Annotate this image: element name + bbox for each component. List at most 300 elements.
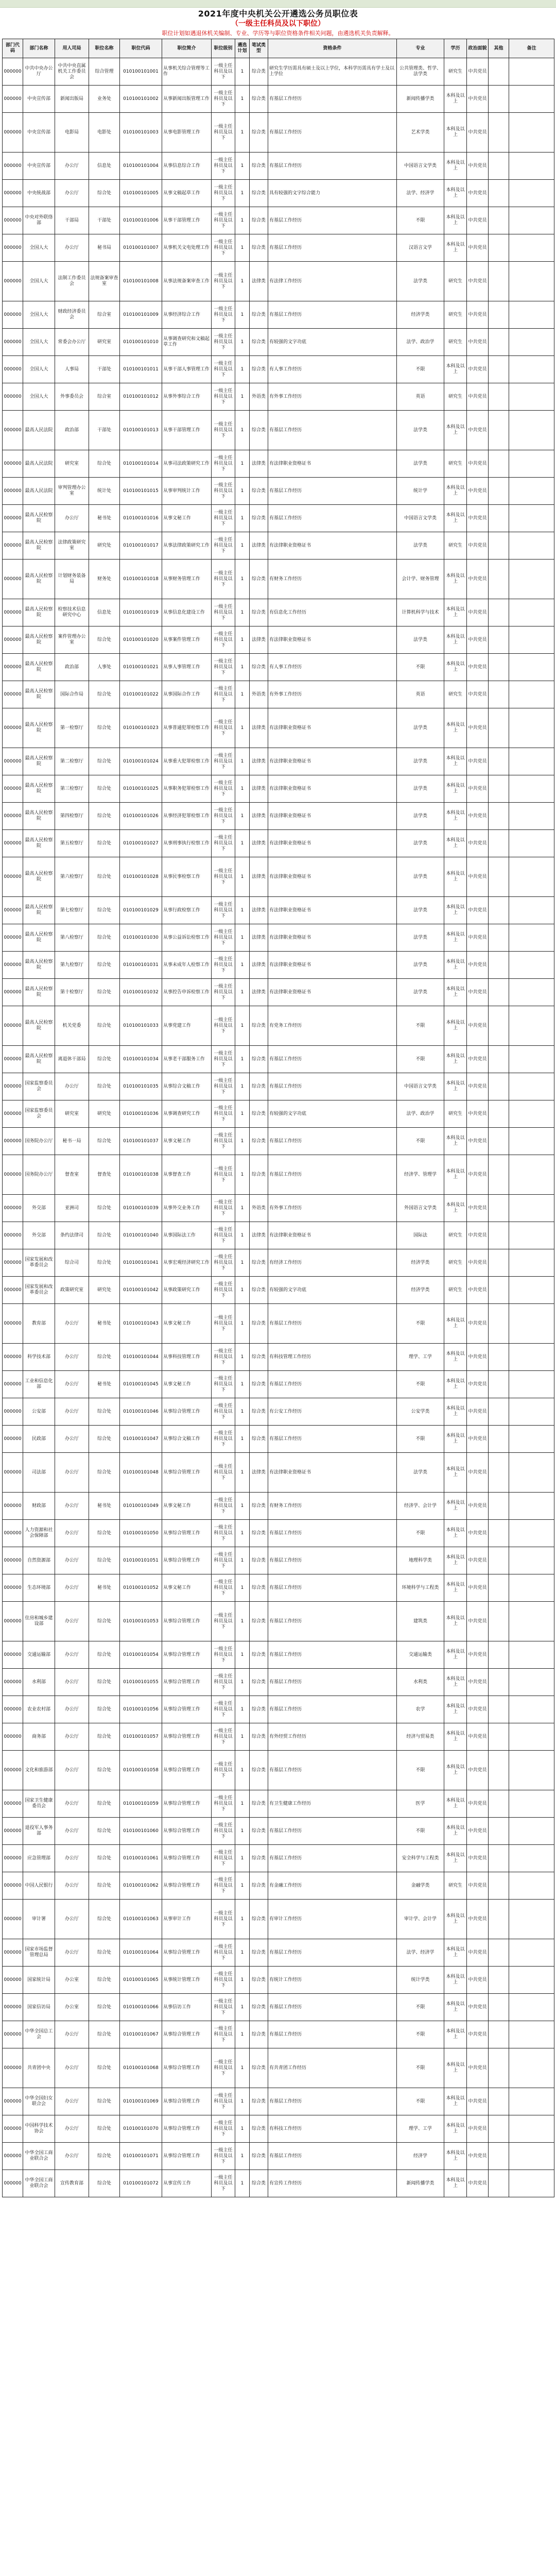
table-cell <box>509 1872 554 1900</box>
table-cell: 从事综合管理工作 <box>162 1790 212 1818</box>
table-cell: 一级主任科员及以下 <box>212 2115 235 2143</box>
table-cell: 从事政策研究工作 <box>162 1277 212 1304</box>
table-cell: 安全科学与工程类 <box>397 1845 444 1872</box>
table-cell: 从事综合管理工作 <box>162 2143 212 2170</box>
table-cell: 法律类 <box>250 803 268 830</box>
table-row <box>3 979 554 1006</box>
positions-table <box>2 39 554 2197</box>
table-cell: 从事法规备案审查工作 <box>162 262 212 301</box>
table-cell: 综合处 <box>89 2170 120 2197</box>
table-cell: 第四检察厅 <box>55 803 89 830</box>
table-cell: 从事宏观经济研究工作 <box>162 1249 212 1277</box>
table-cell: 研究生 <box>444 329 467 356</box>
table-cell: 不限 <box>397 207 444 234</box>
table-cell: 中共中央办公厅 <box>23 58 55 86</box>
table-cell: 办公厅 <box>55 1845 89 1872</box>
table-cell: 010100101062 <box>120 1872 162 1900</box>
table-cell <box>509 1493 554 1520</box>
table-cell: 本科及以上 <box>444 2143 467 2170</box>
table-cell: 水利类 <box>397 1669 444 1696</box>
table-cell: 000000 <box>3 1371 23 1398</box>
table-cell: 综合类 <box>250 2021 268 2048</box>
table-cell: 离退休干部局 <box>55 1046 89 1073</box>
table-cell: 财务处 <box>89 560 120 599</box>
table-cell <box>509 1669 554 1696</box>
table-cell <box>509 2021 554 2048</box>
table-cell: 综合类 <box>250 207 268 234</box>
table-cell: 000000 <box>3 113 23 152</box>
table-cell: 010100101056 <box>120 1696 162 1723</box>
table-cell: 从事综合管理工作 <box>162 2048 212 2088</box>
table-cell: 办公厅 <box>55 505 89 532</box>
table-cell <box>509 1994 554 2021</box>
table-cell: 有审计工作经历 <box>268 1900 397 1939</box>
table-cell: 有基层工作经历 <box>268 1818 397 1845</box>
table-cell: 秘书一局 <box>55 1128 89 1155</box>
table-cell: 从事老干部服务工作 <box>162 1046 212 1073</box>
table-cell: 第六检察厅 <box>55 857 89 897</box>
table-cell: 从事综合文稿工作 <box>162 1426 212 1453</box>
table-cell: 本科及以上 <box>444 2021 467 2048</box>
table-cell <box>509 1277 554 1304</box>
table-cell: 010100101021 <box>120 654 162 681</box>
table-cell: 一级主任科员及以下 <box>212 1845 235 1872</box>
table-cell: 000000 <box>3 180 23 207</box>
table-cell: 法律类 <box>250 1453 268 1493</box>
table-cell: 研究室 <box>55 450 89 478</box>
table-cell: 综合类 <box>250 1128 268 1155</box>
table-cell: 从事干部人事管理工作 <box>162 356 212 383</box>
table-cell: 一级主任科员及以下 <box>212 113 235 152</box>
table-cell: 1 <box>235 1344 250 1371</box>
table-cell: 1 <box>235 180 250 207</box>
table-cell: 计划财务装备局 <box>55 560 89 599</box>
table-cell: 法律类 <box>250 830 268 857</box>
table-cell: 综合类 <box>250 1967 268 1994</box>
table-cell: 有基层工作经历 <box>268 1845 397 1872</box>
table-cell <box>509 450 554 478</box>
table-cell: 000000 <box>3 1398 23 1426</box>
table-cell: 从事督查工作 <box>162 1155 212 1195</box>
table-cell: 国家监察委员会 <box>23 1073 55 1100</box>
table-cell <box>509 560 554 599</box>
table-cell: 1 <box>235 1304 250 1344</box>
table-cell: 一级主任科员及以下 <box>212 450 235 478</box>
table-cell: 010100101006 <box>120 207 162 234</box>
table-cell: 从事文稿起草工作 <box>162 180 212 207</box>
table-cell: 一级主任科员及以下 <box>212 1602 235 1641</box>
table-cell <box>489 329 509 356</box>
table-cell: 1 <box>235 505 250 532</box>
table-cell: 不限 <box>397 2088 444 2115</box>
column-header: 职位名称 <box>89 39 120 58</box>
table-row <box>3 952 554 979</box>
table-cell: 1 <box>235 830 250 857</box>
table-cell: 法学类 <box>397 924 444 952</box>
table-cell: 本科及以上 <box>444 234 467 262</box>
table-cell: 法学类 <box>397 708 444 748</box>
table-cell: 办公厅 <box>55 1872 89 1900</box>
table-cell: 000000 <box>3 599 23 626</box>
table-cell: 000000 <box>3 505 23 532</box>
table-cell: 1 <box>235 654 250 681</box>
table-cell: 综合处 <box>89 1900 120 1939</box>
table-cell: 1 <box>235 1222 250 1249</box>
table-cell: 有外事工作经历 <box>268 1195 397 1222</box>
table-cell: 综合处 <box>89 1790 120 1818</box>
table-cell: 综合处 <box>89 2021 120 2048</box>
table-cell: 1 <box>235 599 250 626</box>
table-cell: 从事综合管理工作 <box>162 2021 212 2048</box>
table-cell <box>489 1574 509 1602</box>
table-cell: 综合处 <box>89 775 120 803</box>
table-cell: 农学 <box>397 1696 444 1723</box>
table-cell: 从事综合管理工作 <box>162 1547 212 1574</box>
table-cell: 本科及以上 <box>444 1696 467 1723</box>
table-cell: 本科及以上 <box>444 1520 467 1547</box>
table-cell: 办公室 <box>55 1967 89 1994</box>
table-cell: 秘书处 <box>89 505 120 532</box>
table-cell: 有基层工作经历 <box>268 1073 397 1100</box>
table-cell: 国际合作局 <box>55 681 89 708</box>
table-cell: 有共青团工作经历 <box>268 2048 397 2088</box>
table-cell: 1 <box>235 1602 250 1641</box>
table-cell: 财政部 <box>23 1493 55 1520</box>
table-cell: 本科及以上 <box>444 152 467 180</box>
table-cell: 综合室 <box>89 383 120 411</box>
table-cell: 计算机科学与技术 <box>397 599 444 626</box>
table-cell: 000000 <box>3 2048 23 2088</box>
table-cell: 中共党员 <box>467 356 489 383</box>
table-cell: 有基层工作经历 <box>268 1994 397 2021</box>
table-cell: 中共党员 <box>467 113 489 152</box>
table-cell <box>489 1195 509 1222</box>
table-cell: 政治部 <box>55 654 89 681</box>
table-cell: 本科及以上 <box>444 505 467 532</box>
table-cell: 综合处 <box>89 857 120 897</box>
table-cell <box>489 1304 509 1344</box>
table-cell: 全国人大 <box>23 329 55 356</box>
table-cell: 1 <box>235 1046 250 1073</box>
table-row <box>3 2048 554 2088</box>
table-row <box>3 1696 554 1723</box>
table-cell: 本科及以上 <box>444 411 467 450</box>
table-cell: 经济学类 <box>397 301 444 329</box>
table-cell: 综合处 <box>89 1602 120 1641</box>
table-cell: 最高人民检察院 <box>23 803 55 830</box>
table-cell: 中共党员 <box>467 383 489 411</box>
table-row <box>3 1195 554 1222</box>
table-cell: 000000 <box>3 1100 23 1128</box>
table-cell: 有法律职业资格证书 <box>268 532 397 560</box>
table-cell: 有较强的文字功底 <box>268 329 397 356</box>
table-cell: 中共党员 <box>467 1100 489 1128</box>
table-cell: 建筑类 <box>397 1602 444 1641</box>
table-cell: 研究生 <box>444 450 467 478</box>
table-cell: 一级主任科员及以下 <box>212 1155 235 1195</box>
table-cell <box>489 748 509 775</box>
table-cell: 1 <box>235 356 250 383</box>
table-cell: 办公厅 <box>55 1344 89 1371</box>
table-cell: 综合室 <box>89 301 120 329</box>
table-cell: 综合类 <box>250 86 268 113</box>
table-cell: 010100101050 <box>120 1520 162 1547</box>
table-cell <box>509 1344 554 1371</box>
table-cell: 000000 <box>3 1155 23 1195</box>
table-cell <box>489 2048 509 2088</box>
table-cell: 统计学 <box>397 478 444 505</box>
table-cell: 综合类 <box>250 599 268 626</box>
table-cell: 本科及以上 <box>444 708 467 748</box>
table-cell: 综合类 <box>250 1520 268 1547</box>
table-cell: 000000 <box>3 1344 23 1371</box>
table-cell: 中央宣传部 <box>23 152 55 180</box>
table-cell: 本科及以上 <box>444 1547 467 1574</box>
table-cell: 有基层工作经历 <box>268 2021 397 2048</box>
table-cell <box>509 1547 554 1574</box>
table-cell: 综合类 <box>250 1398 268 1426</box>
table-cell: 中共党员 <box>467 411 489 450</box>
table-cell: 000000 <box>3 1249 23 1277</box>
table-cell <box>489 505 509 532</box>
table-cell: 010100101054 <box>120 1641 162 1669</box>
table-row <box>3 1398 554 1426</box>
table-cell: 有基层工作经历 <box>268 1939 397 1967</box>
table-cell: 最高人民检察院 <box>23 1006 55 1046</box>
table-cell <box>489 1967 509 1994</box>
table-cell: 010100101026 <box>120 803 162 830</box>
table-row <box>3 1046 554 1073</box>
table-cell: 综合处 <box>89 1696 120 1723</box>
table-row <box>3 411 554 450</box>
table-cell <box>509 952 554 979</box>
table-cell: 一级主任科员及以下 <box>212 1547 235 1574</box>
table-cell <box>489 1128 509 1155</box>
table-cell: 综合处 <box>89 450 120 478</box>
table-cell: 信息处 <box>89 152 120 180</box>
table-cell: 一级主任科员及以下 <box>212 86 235 113</box>
table-row <box>3 207 554 234</box>
table-cell: 综合类 <box>250 1371 268 1398</box>
table-cell: 010100101060 <box>120 1818 162 1845</box>
table-cell: 不限 <box>397 2048 444 2088</box>
table-cell: 010100101064 <box>120 1939 162 1967</box>
table-cell: 办公厅 <box>55 1818 89 1845</box>
table-row <box>3 1344 554 1371</box>
table-cell <box>489 1818 509 1845</box>
table-cell: 000000 <box>3 1967 23 1994</box>
table-cell: 综合类 <box>250 2115 268 2143</box>
table-cell: 010100101046 <box>120 1398 162 1426</box>
table-cell: 有法律工作经历 <box>268 262 397 301</box>
table-cell: 有信息化工作经历 <box>268 599 397 626</box>
table-cell: 一级主任科员及以下 <box>212 803 235 830</box>
table-cell: 秘书局 <box>89 234 120 262</box>
table-row <box>3 1641 554 1669</box>
table-cell <box>509 383 554 411</box>
table-cell: 法学类 <box>397 952 444 979</box>
table-cell: 中共党员 <box>467 599 489 626</box>
table-cell: 中华全国工商业联合会 <box>23 2143 55 2170</box>
table-cell <box>509 1751 554 1790</box>
table-cell: 000000 <box>3 1006 23 1046</box>
table-cell: 秘书处 <box>89 1493 120 1520</box>
table-cell: 从事综合管理工作 <box>162 1723 212 1751</box>
table-cell: 办公厅 <box>55 1751 89 1790</box>
table-cell: 一级主任科员及以下 <box>212 1398 235 1426</box>
table-cell: 000000 <box>3 532 23 560</box>
table-cell: 法学、经济学 <box>397 180 444 207</box>
table-cell <box>489 2088 509 2115</box>
table-cell: 最高人民检察院 <box>23 599 55 626</box>
table-cell: 从事综合管理工作 <box>162 1751 212 1790</box>
table-row <box>3 180 554 207</box>
table-cell: 010100101061 <box>120 1845 162 1872</box>
table-cell: 本科及以上 <box>444 1818 467 1845</box>
table-cell: 中共党员 <box>467 1574 489 1602</box>
table-row <box>3 1128 554 1155</box>
table-cell: 办公厅 <box>55 1493 89 1520</box>
table-cell <box>509 1574 554 1602</box>
table-cell <box>509 1371 554 1398</box>
table-cell: 审判管理办公室 <box>55 478 89 505</box>
table-cell: 第十检察厅 <box>55 979 89 1006</box>
table-cell: 从事刑事执行检察工作 <box>162 830 212 857</box>
table-cell: 具有较强的文字综合能力 <box>268 180 397 207</box>
table-cell: 从事机关文电处理工作 <box>162 234 212 262</box>
table-cell <box>509 1006 554 1046</box>
table-cell <box>509 748 554 775</box>
table-row <box>3 1249 554 1277</box>
table-cell: 本科及以上 <box>444 830 467 857</box>
table-cell: 000000 <box>3 952 23 979</box>
table-cell: 不限 <box>397 1994 444 2021</box>
table-cell <box>489 2115 509 2143</box>
table-row <box>3 1751 554 1790</box>
table-cell: 从事公益诉讼检察工作 <box>162 924 212 952</box>
table-cell: 1 <box>235 411 250 450</box>
table-cell: 010100101065 <box>120 1967 162 1994</box>
table-cell: 从事综合管理工作 <box>162 1453 212 1493</box>
table-cell: 1 <box>235 1939 250 1967</box>
table-cell: 办公厅 <box>55 1371 89 1398</box>
table-cell: 外国语言文学类 <box>397 1195 444 1222</box>
table-cell: 1 <box>235 1520 250 1547</box>
table-cell: 汉语言文学 <box>397 234 444 262</box>
table-cell: 研究生 <box>444 1249 467 1277</box>
table-cell: 有宣传工作经历 <box>268 2170 397 2197</box>
table-cell: 000000 <box>3 560 23 599</box>
table-cell: 000000 <box>3 857 23 897</box>
table-cell: 中国语言文学类 <box>397 505 444 532</box>
table-row <box>3 1547 554 1574</box>
table-row <box>3 1100 554 1128</box>
table-cell: 从事文秘工作 <box>162 1128 212 1155</box>
table-cell: 中共党员 <box>467 1696 489 1723</box>
table-cell: 本科及以上 <box>444 857 467 897</box>
table-cell: 010100101043 <box>120 1304 162 1344</box>
table-cell: 从事干部管理工作 <box>162 411 212 450</box>
table-cell <box>509 207 554 234</box>
table-cell: 中共党员 <box>467 1641 489 1669</box>
table-cell <box>509 478 554 505</box>
table-cell: 研究室 <box>55 1100 89 1128</box>
table-cell: 艺术学类 <box>397 113 444 152</box>
column-header: 笔试类型 <box>250 39 268 58</box>
table-cell: 有基层工作经历 <box>268 1751 397 1790</box>
table-cell: 1 <box>235 1100 250 1128</box>
table-cell <box>489 113 509 152</box>
table-cell: 1 <box>235 708 250 748</box>
table-cell: 有基层工作经历 <box>268 1128 397 1155</box>
table-cell: 010100101029 <box>120 897 162 924</box>
table-cell: 010100101072 <box>120 2170 162 2197</box>
table-cell: 中共党员 <box>467 180 489 207</box>
table-cell <box>509 329 554 356</box>
table-cell: 研究生 <box>444 1100 467 1128</box>
table-cell: 不限 <box>397 1128 444 1155</box>
table-cell: 综合处 <box>89 1818 120 1845</box>
table-row <box>3 2021 554 2048</box>
table-cell <box>489 1371 509 1398</box>
table-cell: 本科及以上 <box>444 748 467 775</box>
table-cell: 本科及以上 <box>444 1967 467 1994</box>
table-cell: 综合处 <box>89 803 120 830</box>
table-cell: 秘书处 <box>89 1574 120 1602</box>
table-cell <box>489 803 509 830</box>
table-cell: 从事综合管理工作 <box>162 1696 212 1723</box>
table-cell: 有外事工作经历 <box>268 681 397 708</box>
table-cell: 最高人民检察院 <box>23 560 55 599</box>
table-cell: 1 <box>235 952 250 979</box>
table-cell <box>509 2143 554 2170</box>
table-cell: 综合处 <box>89 1046 120 1073</box>
table-cell: 010100101014 <box>120 450 162 478</box>
table-cell: 不限 <box>397 654 444 681</box>
table-cell: 一级主任科员及以下 <box>212 2143 235 2170</box>
table-cell: 000000 <box>3 681 23 708</box>
table-cell <box>509 599 554 626</box>
table-cell: 中共党员 <box>467 830 489 857</box>
table-cell: 010100101040 <box>120 1222 162 1249</box>
table-cell: 新闻传播学类 <box>397 86 444 113</box>
table-row <box>3 1967 554 1994</box>
table-cell: 一级主任科员及以下 <box>212 1751 235 1790</box>
table-cell: 000000 <box>3 1222 23 1249</box>
table-cell: 1 <box>235 1696 250 1723</box>
table-cell: 有科技工作经历 <box>268 2115 397 2143</box>
table-cell: 本科及以上 <box>444 1939 467 1967</box>
table-cell: 000000 <box>3 1520 23 1547</box>
table-cell: 010100101032 <box>120 979 162 1006</box>
table-cell: 一级主任科员及以下 <box>212 681 235 708</box>
table-cell <box>509 1100 554 1128</box>
table-cell: 最高人民检察院 <box>23 505 55 532</box>
table-cell: 一级主任科员及以下 <box>212 1344 235 1371</box>
table-cell <box>509 1398 554 1426</box>
table-row <box>3 478 554 505</box>
column-header: 政治面貌 <box>467 39 489 58</box>
column-header: 其他 <box>489 39 509 58</box>
table-cell <box>489 1453 509 1493</box>
table-cell: 综合类 <box>250 1602 268 1641</box>
table-cell: 中华全国工商业联合会 <box>23 2170 55 2197</box>
table-cell: 本科及以上 <box>444 560 467 599</box>
table-cell: 000000 <box>3 1845 23 1872</box>
table-cell: 从事重大犯罪检察工作 <box>162 748 212 775</box>
table-cell: 有基层工作经历 <box>268 1304 397 1344</box>
table-cell: 010100101028 <box>120 857 162 897</box>
